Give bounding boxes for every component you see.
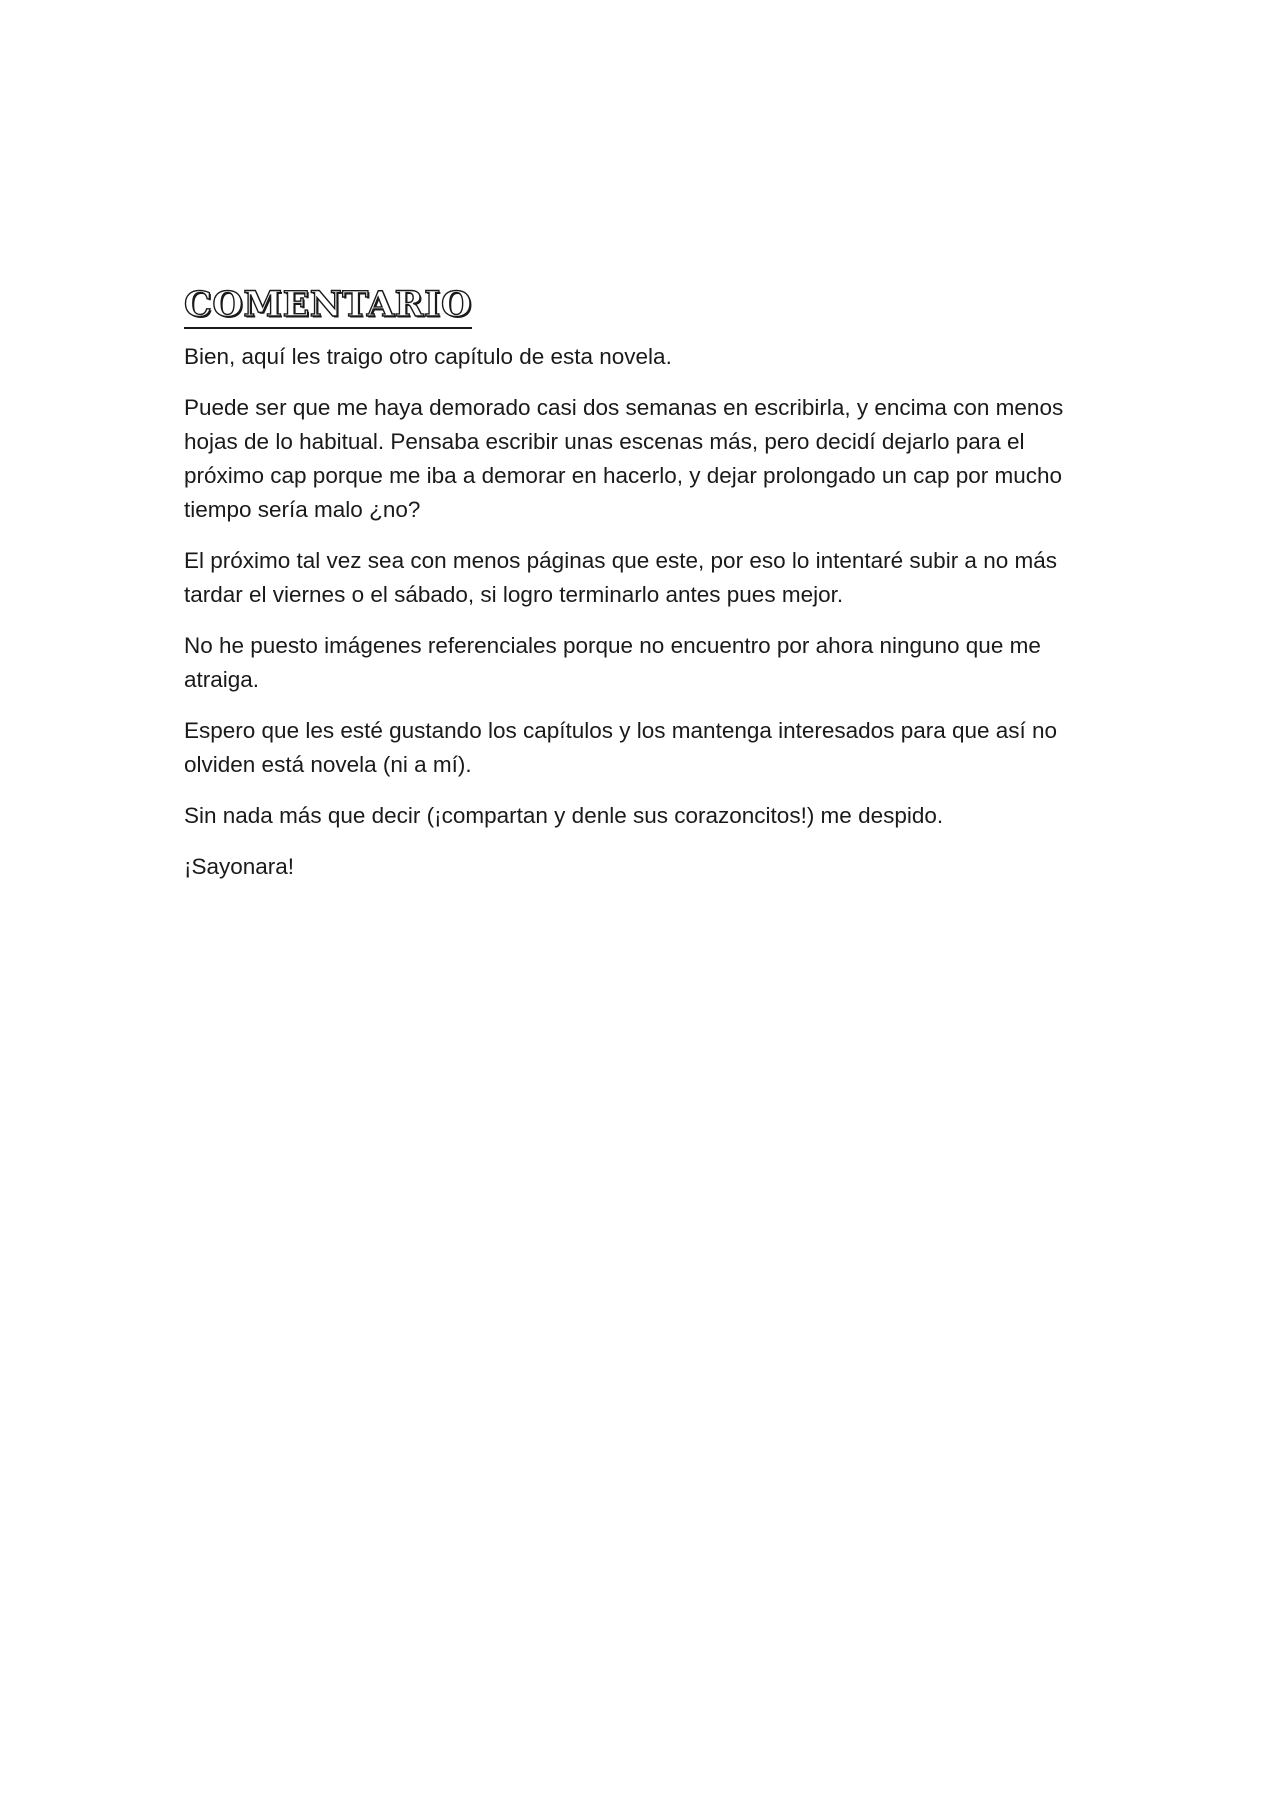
paragraph: El próximo tal vez sea con menos páginas que este, por eso lo intentaré subir a no más tardar el viernes o el sábado, si logro terminarlo antes pues mejor.	[184, 548, 1057, 607]
section-heading: COMENTARIO	[184, 283, 472, 329]
paragraph: Espero que les esté gustando los capítulos y los mantenga interesados para que así no olviden está novela (ni a mí).	[184, 718, 1058, 777]
paragraph: Sin nada más que decir (¡compartan y denle sus corazoncitos!) me despido.	[184, 803, 944, 828]
paragraph: No he puesto imágenes referenciales porque no encuentro por ahora ninguno que me atraiga.	[184, 633, 1041, 692]
paragraph: Puede ser que me haya demorado casi dos semanas en escribirla, y encima con menos hojas de lo habitual. Pensaba escribir unas escenas más, pero decidí dejarlo para el próximo cap porque me iba a demorar en hacerlo, y dejar prolongado un cap por mucho tiempo sería malo ¿no?	[184, 395, 1064, 522]
comment-section	[184, 283, 1104, 901]
paragraph: ¡Sayonara!	[184, 854, 295, 879]
paragraph: Bien, aquí les traigo otro capítulo de esta novela.	[184, 344, 672, 369]
